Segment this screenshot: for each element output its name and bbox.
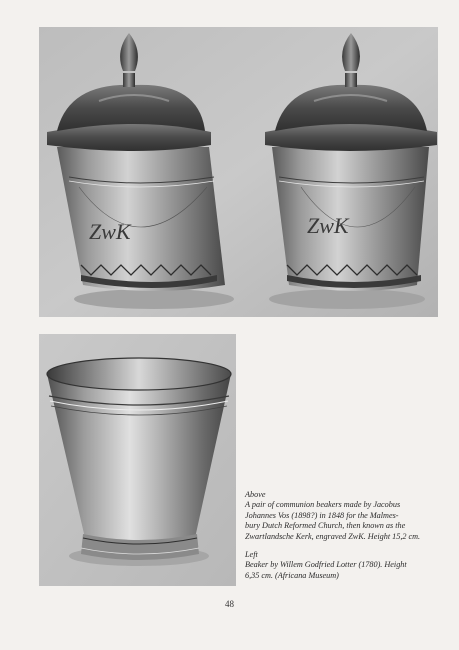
photo-lotter-beaker (39, 334, 236, 586)
caption-above-line-2: Johannes Vos (1898?) in 1848 for the Malmes- (245, 510, 399, 520)
caption-left-line-2: 6,35 cm. (Africana Museum) (245, 570, 339, 580)
caption-above-line-3: bury Dutch Reformed Church, then known as the (245, 521, 406, 531)
caption-above-line-1: A pair of communion beakers made by Jacobus (245, 500, 401, 510)
caption-left-heading: Left (245, 550, 258, 560)
page-number: 48 (225, 599, 234, 609)
caption-left-line-1: Beaker by Willem Godfried Lotter (1780). Height (245, 560, 407, 570)
caption-block (245, 490, 450, 581)
caption-above-line-4: Zwartlandsche Kerk, engraved ZwK. Height 15,2 cm. (245, 531, 421, 541)
engraving-right: ZwK (307, 213, 349, 238)
photo-communion-beakers (39, 27, 438, 317)
engraving-left: ZwK (89, 219, 131, 244)
caption-above-heading: Above (245, 490, 266, 499)
